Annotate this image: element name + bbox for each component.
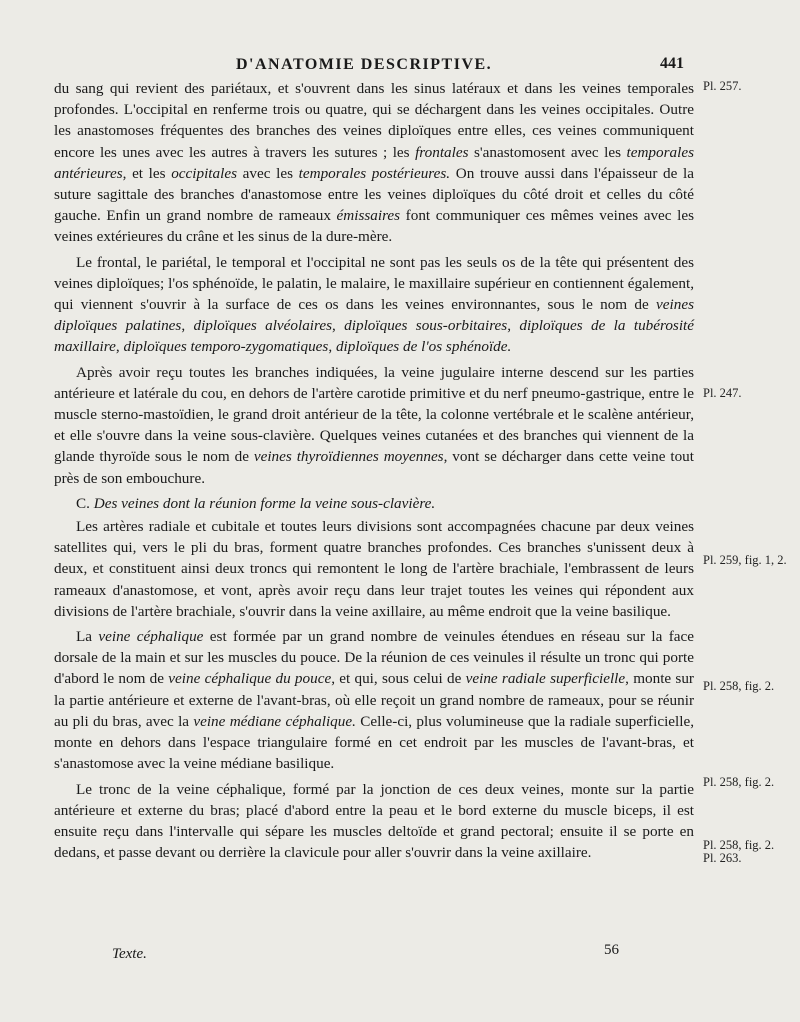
text-run: , xyxy=(181,317,194,335)
italic-term: veines thyroïdiennes moyennes xyxy=(253,448,444,466)
text-run: On trouve aussi dans l'épaisseur de la suture sagittale des branches d'anastomose entre les veines diploïques du côté droit et celles du côté gauche. Enfin un grand nombre de rameaux xyxy=(54,164,694,225)
italic-term: diploïques temporo-zygomatiques xyxy=(123,338,329,356)
margin-note: Pl. 257. xyxy=(703,79,742,93)
text-run: , et les xyxy=(122,164,172,182)
text-run: , xyxy=(328,338,336,356)
text-run: Le tronc de la veine céphalique, formé par la jonction de ces deux veines, monte sur la partie antérieure et externe du bras; placé d'abord entre la peau et le bord externe du muscle biceps, il est ensuite reçu dans l'intervalle qui sépare les muscles deltoïde et grand pectoral; ensuite il se porte en dedans, et passe devant ou derrière la clavicule pour aller s'ouvrir dans la veine axillaire. xyxy=(54,780,694,862)
italic-term: diploïques de l'os sphénoïde. xyxy=(335,338,512,356)
text-run: , et qui, sous celui de xyxy=(331,670,466,688)
italic-term: temporales antérieures xyxy=(54,143,694,182)
text-run: Celle-ci, plus volumineuse que la radiale superficielle, monte en dehors dans l'espace triangulaire formé en cet endroit par les muscles de l'avant-bras, et s'anastomose avec la veine médiane basilique. xyxy=(54,712,695,773)
paragraph xyxy=(54,516,694,622)
paragraph xyxy=(54,626,694,774)
italic-term: diploïques de la tubérosité maxillaire xyxy=(54,317,695,356)
margin-note: Pl. 263. xyxy=(703,851,742,865)
paragraph xyxy=(54,779,694,864)
paragraph xyxy=(54,252,694,358)
text-run: La xyxy=(76,628,99,646)
text-run: Après avoir reçu toutes les branches indiquées, la veine jugulaire interne descend sur les parties antérieure et latérale du cou, en dehors de l'artère carotide primitive et du nerf pneumo-gastrique, entre le muscle sterno-mastoïdien, le grand droit antérieur de la tête, la colonne vertébrale et le scalène antérieur, et elle s'ouvre dans la veine sous-clavière. Quelques veines cutanées et des branches qui viennent de la glande thyroïde sous le nom de xyxy=(54,363,694,466)
italic-term: diploïques sous-orbitaires xyxy=(344,317,508,335)
italic-term: diploïques alvéolaires xyxy=(193,317,333,335)
running-head: D'ANATOMIE DESCRIPTIVE. xyxy=(236,56,493,73)
text-run: est formée par un grand nombre de veinules étendues en réseau sur la face dorsale de la main et sur les muscles du pouce. De la réunion de ces veinules il résulte un tronc qui porte d'abord le nom de xyxy=(54,628,694,688)
margin-note: Pl. 259, fig. 1, 2. xyxy=(703,553,787,567)
paragraph xyxy=(54,78,694,248)
text-run: s'anastomosent avec les xyxy=(468,143,627,161)
section-heading xyxy=(54,493,694,514)
text-run: du sang qui revient des pariétaux, et s'ouvrent dans les sinus latéraux et dans les veines temporales profondes. L'occipital en renferme trois ou quatre, qui se déchargent dans les veines occipitales. Outre les anastomoses fréquentes des branches des veines diploïques entre elles, ces veines communiquent encore les unes avec les autres à travers les sutures ; les xyxy=(54,80,694,161)
margin-note: Pl. 258, fig. 2. xyxy=(703,679,775,693)
text-run: , vont se décharger dans cette veine tout près de son embouchure. xyxy=(54,448,694,487)
italic-term: veine céphalique xyxy=(98,628,204,646)
italic-term: frontales xyxy=(415,143,469,161)
text-run: Le frontal, le pariétal, le temporal et l'occipital ne sont pas les seuls os de la tête qui présentent des veines diploïques; l'os sphénoïde, le palatin, le malaire, le maxillaire supérieur en contiennent également, qui viennent s'ouvrir à la surface de ces os dans les veines environnantes, sous le nom de xyxy=(54,253,694,314)
margin-note: Pl. 258, fig. 2. xyxy=(703,838,775,852)
text-run: Les artères radiale et cubitale et toutes leurs divisions sont accompagnées chacune par deux veines satellites qui, vers le pli du bras, forment quatre branches profondes. Ces branches s'unissent deux à deux, et constituent ainsi deux troncs qui remontent le long de l'artère brachiale, l'embrassent de leurs rameaux d'anastomose, et vont, après avoir reçu dans leur trajet toutes les veines qui répondent aux divisions de l'artère brachiale, s'ouvrir dans la veine axillaire, au même endroit que la veine basilique. xyxy=(54,518,694,620)
italic-term: occipitales xyxy=(171,164,237,182)
section-heading-text: Des veines dont la réunion forme la veine sous-clavière. xyxy=(93,494,436,512)
italic-term: veine médiane céphalique. xyxy=(193,712,356,730)
text-run: avec les xyxy=(237,164,299,182)
italic-term: veines diploïques palatines xyxy=(54,296,694,335)
text-run: , xyxy=(115,338,124,356)
italic-term: veine radiale superficielle xyxy=(465,670,626,688)
footer-label: Texte. xyxy=(112,946,147,962)
text-run: font communiquer ces mêmes veines avec les veines extérieures du crâne et les sinus de la dure-mère. xyxy=(54,207,694,246)
text-run: , xyxy=(332,317,345,335)
margin-note: Pl. 258, fig. 2. xyxy=(703,775,775,789)
paragraph xyxy=(54,362,694,489)
italic-term: émissaires xyxy=(336,207,401,225)
italic-term: temporales postérieures. xyxy=(298,164,451,182)
page-number: 441 xyxy=(660,55,684,72)
section-letter: C. xyxy=(76,494,90,512)
text-run: , monte sur la partie antérieure et externe de l'avant-bras, où elle reçoit un grand nombre de rameaux, pour se réunir au pli du bras, avec la xyxy=(54,670,694,730)
margin-note: Pl. 247. xyxy=(703,386,742,400)
text-run: , xyxy=(507,317,520,335)
signature-mark: 56 xyxy=(604,942,619,958)
italic-term: veine céphalique du pouce xyxy=(168,670,332,688)
body-text xyxy=(54,78,694,863)
